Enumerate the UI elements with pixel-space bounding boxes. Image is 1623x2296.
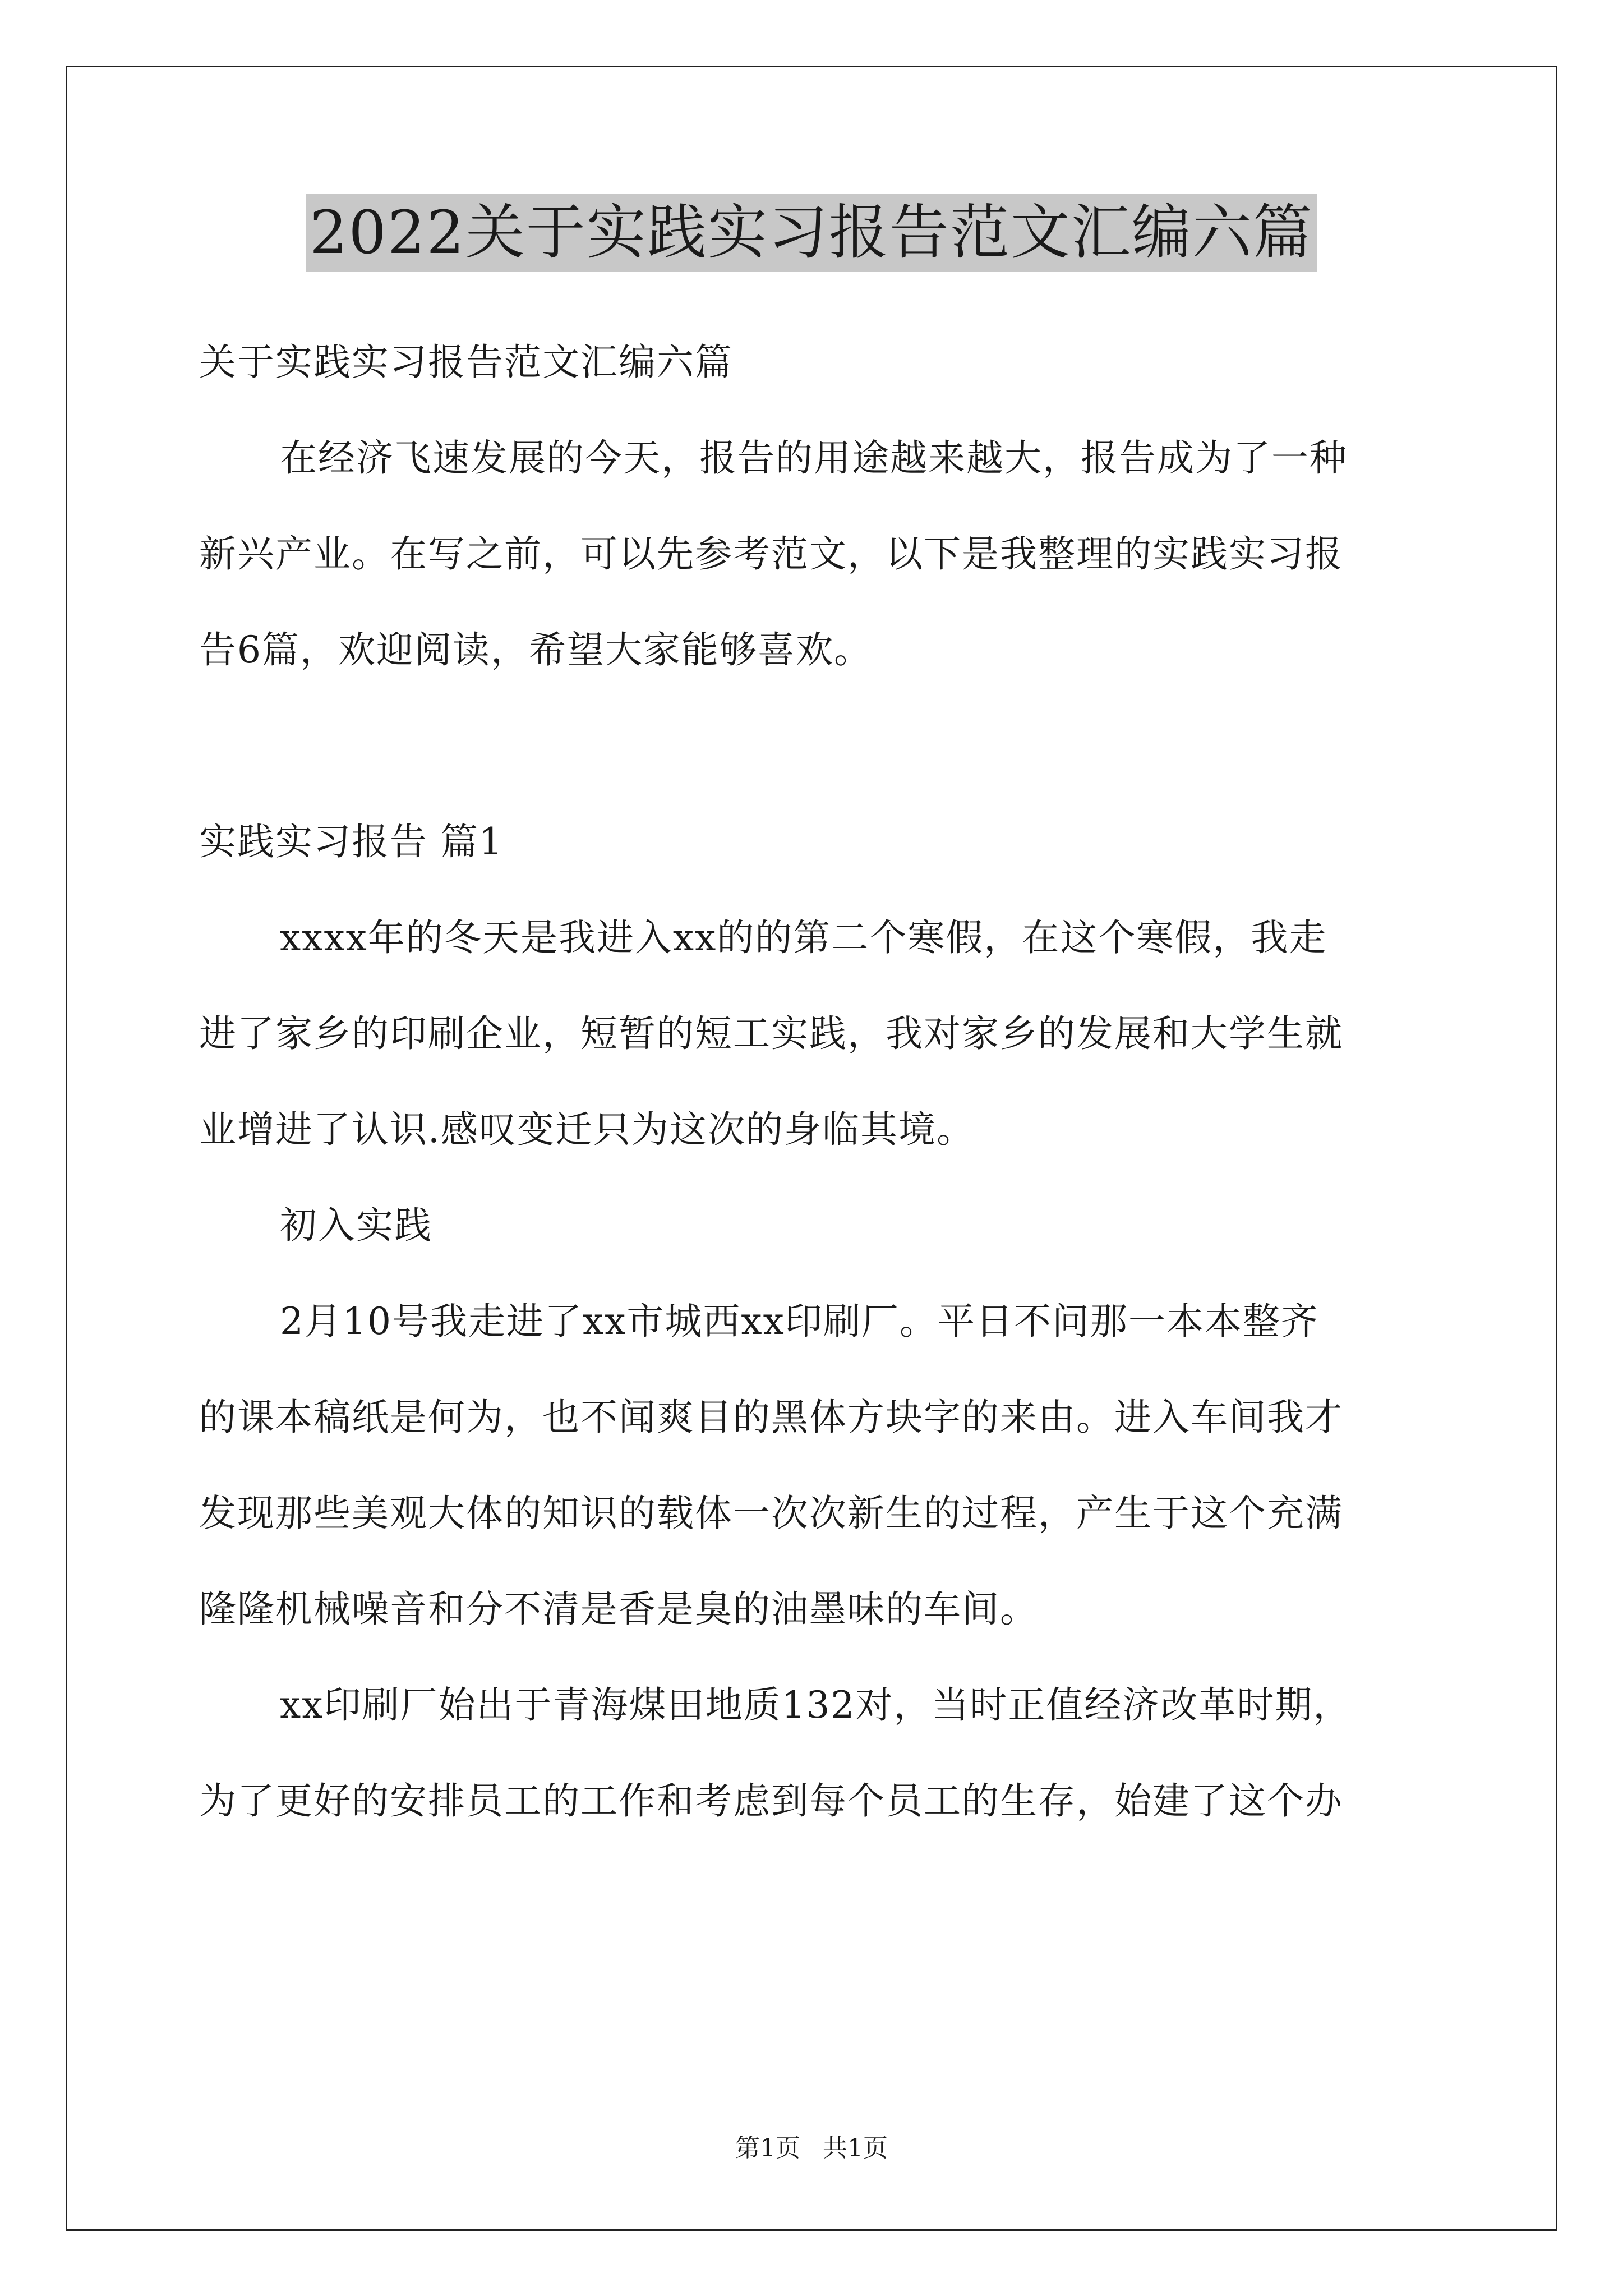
intro-line: 新兴产业。在写之前，可以先参考范文，以下是我整理的实践实习报: [199, 532, 1343, 576]
document-body: [199, 314, 1433, 1849]
paragraph-line: xx印刷厂始出于青海煤田地质132对，当时正值经济改革时期，: [280, 1683, 1352, 1727]
page-number-current: 第1页: [735, 2134, 800, 2162]
section-heading: 实践实习报告 篇1: [199, 820, 504, 863]
subheading: 初入实践: [280, 1204, 432, 1247]
document-title: 2022关于实践实习报告范文汇编六篇: [306, 194, 1317, 272]
page-footer: [0, 2132, 1623, 2165]
paragraph-line: 2月10号我走进了xx市城西xx印刷厂。平日不问那一本本整齐: [280, 1300, 1319, 1343]
intro-line: 在经济飞速发展的今天，报告的用途越来越大，报告成为了一种: [280, 436, 1348, 480]
title-container: [0, 194, 1623, 272]
paragraph-line: 发现那些美观大体的知识的载体一次次新生的过程，产生于这个充满: [199, 1492, 1343, 1535]
paragraph-line: 为了更好的安排员工的工作和考虑到每个员工的生存，始建了这个办: [199, 1779, 1343, 1823]
paragraph-line: xxxx年的冬天是我进入xx的的第二个寒假，在这个寒假，我走: [280, 916, 1327, 959]
paragraph-line: 进了家乡的印刷企业，短暂的短工实践，我对家乡的发展和大学生就: [199, 1012, 1343, 1055]
page-number-total: 共1页: [823, 2134, 888, 2162]
paragraph-line: 的课本稿纸是何为，也不闻爽目的黑体方块字的来由。进入车间我才: [199, 1396, 1343, 1439]
paragraph-spacer: [199, 698, 1433, 794]
intro-line: 告6篇，欢迎阅读，希望大家能够喜欢。: [199, 628, 872, 671]
paragraph-line: 隆隆机械噪音和分不清是香是臭的油墨味的车间。: [199, 1588, 1038, 1631]
paragraph-line: 业增进了认识.感叹变迁只为这次的身临其境。: [199, 1108, 975, 1151]
document-subtitle: 关于实践实习报告范文汇编六篇: [199, 341, 733, 384]
